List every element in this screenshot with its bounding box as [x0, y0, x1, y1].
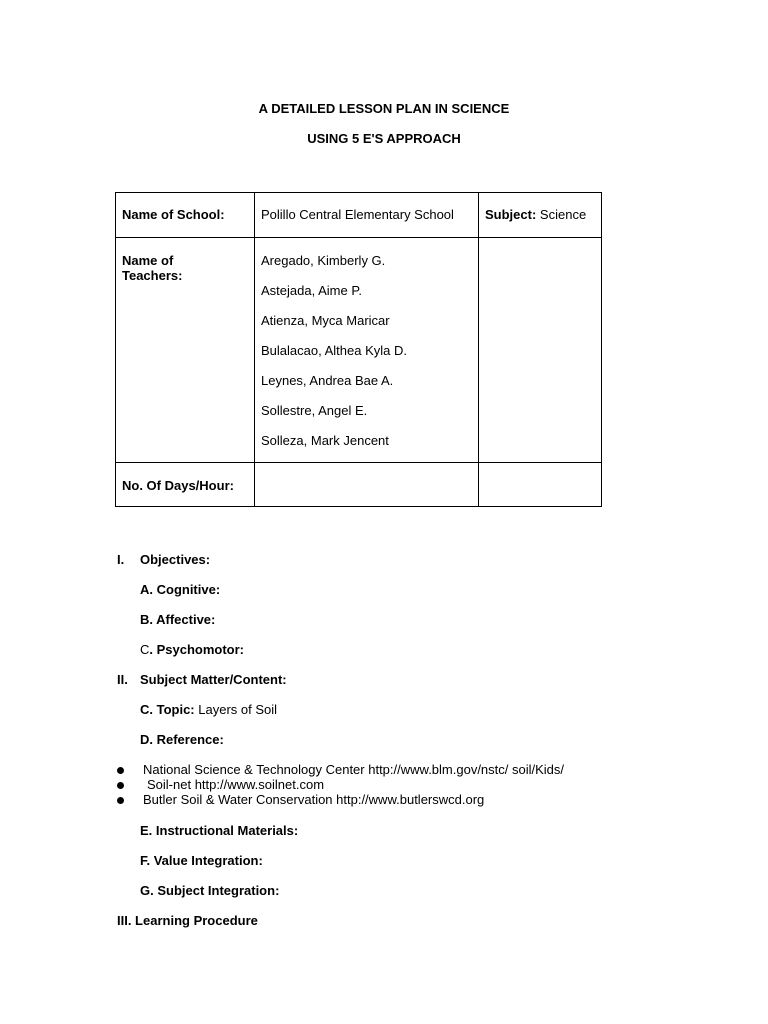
topic-value: Layers of Soil	[198, 702, 278, 717]
section-3-title: III. Learning Procedure	[117, 913, 258, 928]
document-subtitle: USING 5 E'S APPROACH	[307, 131, 461, 146]
document-title: A DETAILED LESSON PLAN IN SCIENCE	[258, 101, 510, 116]
lesson-info-table	[115, 192, 602, 507]
school-value: Polillo Central Elementary School	[261, 207, 454, 222]
topic-line	[140, 702, 277, 717]
bullet-icon	[117, 797, 124, 804]
teacher-name: Aregado, Kimberly G.	[261, 253, 386, 268]
section-2-title: Subject Matter/Content:	[140, 672, 287, 687]
teacher-name: Leynes, Andrea Bae A.	[261, 373, 394, 388]
bullet-icon	[117, 782, 124, 789]
bullet-icon	[117, 767, 124, 774]
psychomotor-letter: C	[140, 642, 150, 657]
subject-label: Subject:	[485, 207, 537, 222]
psychomotor-label: . Psychomotor:	[149, 642, 245, 657]
reference-item: Soil-net http://www.soilnet.com	[147, 777, 325, 792]
teachers-label-line2: Teachers:	[122, 268, 183, 283]
table-border-top	[115, 192, 602, 193]
reference-label: D. Reference:	[140, 732, 224, 747]
table-border-bottom	[115, 506, 602, 507]
teacher-name: Bulalacao, Althea Kyla D.	[261, 343, 407, 358]
teacher-name: Astejada, Aime P.	[261, 283, 362, 298]
subject-integration: G. Subject Integration:	[140, 883, 280, 898]
subject-value: Science	[539, 207, 587, 222]
table-row-divider	[115, 237, 602, 238]
reference-item: National Science & Technology Center http://www.blm.gov/nstc/ soil/Kids/	[143, 762, 565, 777]
school-label: Name of School:	[122, 207, 225, 222]
reference-item: Butler Soil & Water Conservation http://www.butlerswcd.org	[143, 792, 485, 807]
teacher-name: Sollestre, Angel E.	[261, 403, 368, 418]
teacher-name: Atienza, Myca Maricar	[261, 313, 390, 328]
instructional-materials: E. Instructional Materials:	[140, 823, 299, 838]
teachers-label-line1: Name of	[122, 253, 174, 268]
section-2-numeral: II.	[117, 672, 128, 687]
table-border-left	[115, 192, 116, 507]
objective-psychomotor	[140, 642, 244, 657]
objective-affective: B. Affective:	[140, 612, 216, 627]
table-row-divider	[115, 462, 602, 463]
topic-label: C. Topic:	[140, 702, 195, 717]
objective-cognitive: A. Cognitive:	[140, 582, 221, 597]
table-column-divider	[254, 192, 255, 507]
teacher-name: Solleza, Mark Jencent	[261, 433, 389, 448]
section-1-title: Objectives:	[140, 552, 211, 567]
table-border-right	[601, 192, 602, 507]
table-column-divider	[478, 192, 479, 507]
value-integration: F. Value Integration:	[140, 853, 263, 868]
days-label: No. Of Days/Hour:	[122, 478, 234, 493]
subject-cell	[485, 207, 586, 222]
section-1-numeral: I.	[117, 552, 125, 567]
